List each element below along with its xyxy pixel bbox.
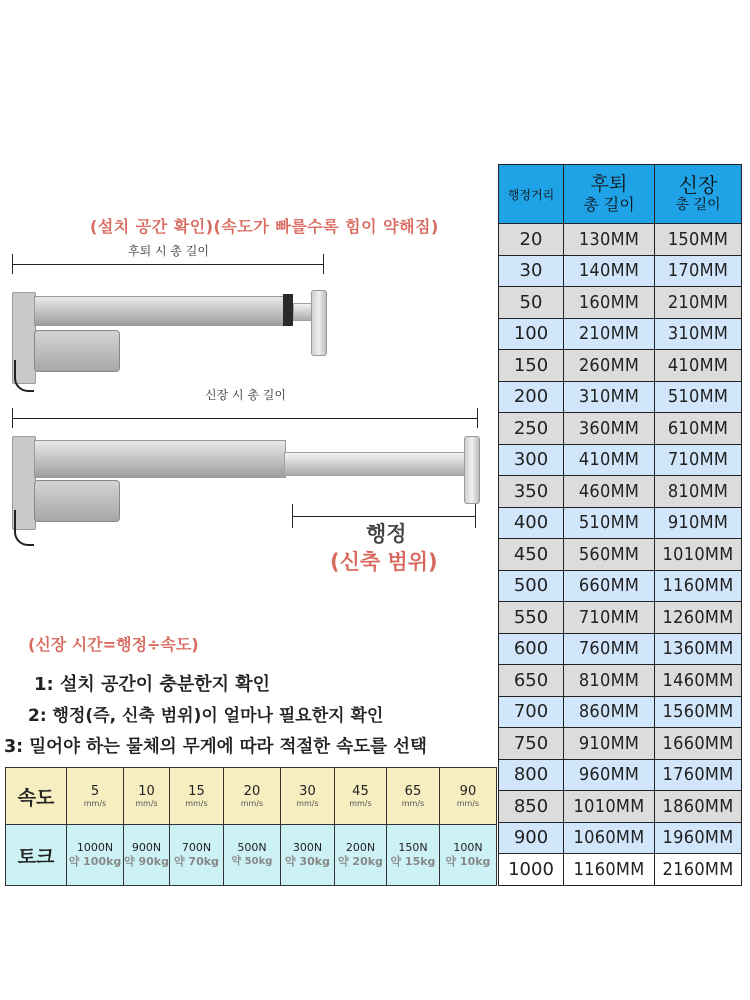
extend-length-cell: 170MM <box>655 255 742 287</box>
length-table-row <box>499 539 742 571</box>
length-table-row <box>499 602 742 634</box>
retract-length-cell: 810MM <box>564 665 655 697</box>
extend-length-cell: 1660MM <box>655 728 742 760</box>
retract-length-cell: 1060MM <box>564 822 655 854</box>
length-table-row <box>499 507 742 539</box>
torque-cell: 150N 약 15kg <box>386 825 439 886</box>
length-table-row <box>499 759 742 791</box>
stroke-cell: 450 <box>499 539 564 571</box>
header-extend: 신장 총 길이 <box>655 165 742 224</box>
torque-cell: 300N 약 30kg <box>280 825 334 886</box>
stroke-dimension-tick-left <box>292 504 293 528</box>
extend-length-cell: 2160MM <box>655 854 742 886</box>
extend-length-cell: 1010MM <box>655 539 742 571</box>
stroke-cell: 650 <box>499 665 564 697</box>
header-stroke: 행정거리 <box>499 165 564 224</box>
stroke-cell: 550 <box>499 602 564 634</box>
extend-dimension-tick-left <box>12 408 13 428</box>
extend-length-cell: 510MM <box>655 381 742 413</box>
extend-length-cell: 1460MM <box>655 665 742 697</box>
extend-length-cell: 1860MM <box>655 791 742 823</box>
retract-length-cell: 560MM <box>564 539 655 571</box>
extend-length-cell: 1760MM <box>655 759 742 791</box>
torque-row <box>6 825 497 886</box>
length-table-row <box>499 287 742 319</box>
torque-cell: 1000N 약 100kg <box>67 825 124 886</box>
retract-length-cell: 760MM <box>564 633 655 665</box>
speed-cell: 10 mm/s <box>124 768 170 825</box>
retract-length-cell: 130MM <box>564 224 655 256</box>
stroke-dimension-tick-right <box>475 504 476 528</box>
step-2: 2: 행정(즉, 신축 범위)이 얼마나 필요한지 확인 <box>28 706 384 726</box>
extended-rod <box>284 452 472 476</box>
stroke-cell: 400 <box>499 507 564 539</box>
length-table-row <box>499 255 742 287</box>
length-table-row <box>499 350 742 382</box>
stroke-cell: 50 <box>499 287 564 319</box>
extend-length-label: 신장 시 총 길이 <box>205 388 286 402</box>
torque-cell: 100N 약 10kg <box>439 825 496 886</box>
speed-cell: 30 mm/s <box>280 768 334 825</box>
torque-cell: 500N 약 50kg <box>223 825 280 886</box>
retracted-collar <box>283 294 293 326</box>
retract-length-cell: 510MM <box>564 507 655 539</box>
retract-length-cell: 910MM <box>564 728 655 760</box>
retract-length-label: 후퇴 시 총 길이 <box>128 244 209 258</box>
speed-cell: 45 mm/s <box>334 768 386 825</box>
extend-length-cell: 810MM <box>655 476 742 508</box>
extend-length-cell: 310MM <box>655 318 742 350</box>
extend-length-cell: 610MM <box>655 413 742 445</box>
length-table-row <box>499 728 742 760</box>
torque-cell: 900N 약 90kg <box>124 825 170 886</box>
retract-length-cell: 710MM <box>564 602 655 634</box>
stroke-cell: 20 <box>499 224 564 256</box>
extend-length-cell: 910MM <box>655 507 742 539</box>
torque-cell: 700N 약 70kg <box>169 825 223 886</box>
stroke-cell: 900 <box>499 822 564 854</box>
length-table-row <box>499 791 742 823</box>
extend-length-cell: 1260MM <box>655 602 742 634</box>
step-3: 3: 밀어야 하는 물체의 무게에 따라 적절한 속도를 선택 <box>4 737 427 757</box>
extend-length-cell: 410MM <box>655 350 742 382</box>
speed-cell: 15 mm/s <box>169 768 223 825</box>
stroke-cell: 800 <box>499 759 564 791</box>
retract-length-cell: 960MM <box>564 759 655 791</box>
retract-length-cell: 410MM <box>564 444 655 476</box>
extended-motor <box>34 480 120 522</box>
speed-cell: 5 mm/s <box>67 768 124 825</box>
extend-length-cell: 710MM <box>655 444 742 476</box>
length-table-row <box>499 570 742 602</box>
retract-dimension-tick-right <box>323 254 324 274</box>
extend-length-cell: 150MM <box>655 224 742 256</box>
torque-cell: 200N 약 20kg <box>334 825 386 886</box>
stroke-cell: 150 <box>499 350 564 382</box>
length-table-row <box>499 476 742 508</box>
length-table-row <box>499 696 742 728</box>
retract-length-cell: 860MM <box>564 696 655 728</box>
stroke-subtitle: (신축 범위) <box>330 550 438 574</box>
formula-note: (신장 시간=행정÷속도) <box>28 635 199 654</box>
stroke-cell: 750 <box>499 728 564 760</box>
stroke-cell: 350 <box>499 476 564 508</box>
length-table-header <box>499 165 742 224</box>
stroke-dimension-line <box>292 516 476 517</box>
stroke-cell: 1000 <box>499 854 564 886</box>
stroke-cell: 700 <box>499 696 564 728</box>
stroke-title: 행정 <box>366 522 407 546</box>
install-note: (설치 공간 확인)(속도가 빠를수록 힘이 약해짐) <box>90 217 439 236</box>
length-table-row <box>499 854 742 886</box>
stroke-cell: 500 <box>499 570 564 602</box>
extend-length-cell: 210MM <box>655 287 742 319</box>
speed-torque-table <box>5 767 497 886</box>
extend-length-cell: 1360MM <box>655 633 742 665</box>
length-table <box>498 164 742 886</box>
retract-length-cell: 360MM <box>564 413 655 445</box>
retracted-cable <box>14 360 34 392</box>
extended-end-plate <box>464 436 480 504</box>
retracted-outer-tube <box>34 296 286 326</box>
torque-row-label: 토크 <box>6 825 67 886</box>
extended-outer-tube <box>34 440 286 478</box>
step-1: 1: 설치 공간이 충분한지 확인 <box>34 674 271 695</box>
speed-row-label: 속도 <box>6 768 67 825</box>
retract-length-cell: 1160MM <box>564 854 655 886</box>
stroke-cell: 250 <box>499 413 564 445</box>
retracted-motor <box>34 330 120 372</box>
speed-row <box>6 768 497 825</box>
length-table-row <box>499 822 742 854</box>
extend-dimension-tick-right <box>477 408 478 428</box>
retract-length-cell: 660MM <box>564 570 655 602</box>
retract-length-cell: 260MM <box>564 350 655 382</box>
length-table-row <box>499 444 742 476</box>
extend-dimension-line <box>12 418 478 419</box>
length-table-row <box>499 318 742 350</box>
retract-length-cell: 160MM <box>564 287 655 319</box>
header-retract: 후퇴 총 길이 <box>564 165 655 224</box>
retract-length-cell: 1010MM <box>564 791 655 823</box>
retract-length-cell: 140MM <box>564 255 655 287</box>
speed-cell: 65 mm/s <box>386 768 439 825</box>
retract-dimension-tick-left <box>12 254 13 274</box>
retract-dimension-line <box>12 264 324 265</box>
retract-length-cell: 460MM <box>564 476 655 508</box>
stroke-cell: 850 <box>499 791 564 823</box>
retract-length-cell: 210MM <box>564 318 655 350</box>
length-table-row <box>499 665 742 697</box>
retracted-end-plate <box>311 290 327 356</box>
speed-cell: 90 mm/s <box>439 768 496 825</box>
stroke-cell: 200 <box>499 381 564 413</box>
speed-cell: 20 mm/s <box>223 768 280 825</box>
extend-length-cell: 1560MM <box>655 696 742 728</box>
extended-cable <box>14 510 34 546</box>
stroke-cell: 100 <box>499 318 564 350</box>
length-table-row <box>499 224 742 256</box>
stroke-cell: 600 <box>499 633 564 665</box>
length-table-row <box>499 633 742 665</box>
extend-length-cell: 1960MM <box>655 822 742 854</box>
retract-length-cell: 310MM <box>564 381 655 413</box>
length-table-row <box>499 413 742 445</box>
stroke-cell: 30 <box>499 255 564 287</box>
stroke-cell: 300 <box>499 444 564 476</box>
extend-length-cell: 1160MM <box>655 570 742 602</box>
length-table-row <box>499 381 742 413</box>
length-table-body <box>499 224 742 886</box>
